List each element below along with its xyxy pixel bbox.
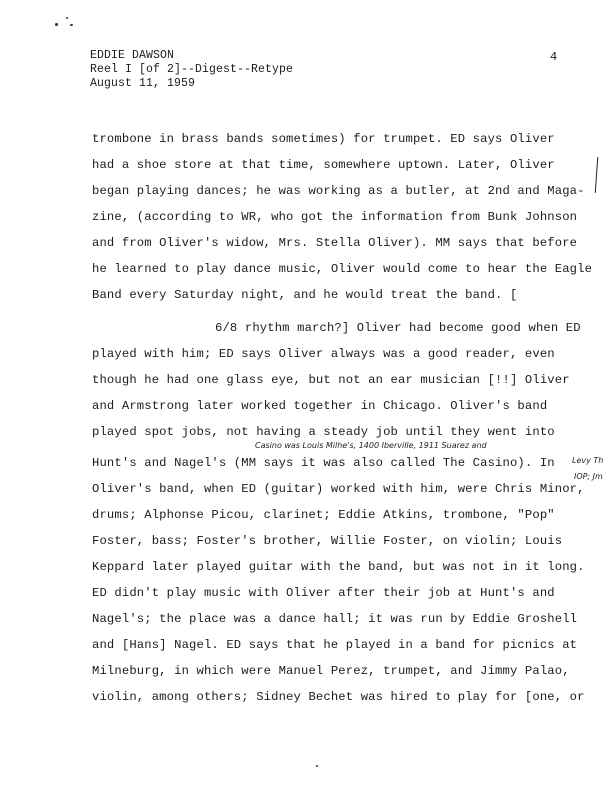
body-line: Band every Saturday night, and he would treat the band. [ bbox=[92, 288, 518, 302]
body-line: ED didn't play music with Oliver after their job at Hunt's and bbox=[92, 586, 555, 600]
body-line: trombone in brass bands sometimes) for trumpet. ED says Oliver bbox=[92, 132, 555, 146]
body-line: Nagel's; the place was a dance hall; it was run by Eddie Groshell bbox=[92, 612, 578, 626]
page-number: 4 bbox=[550, 50, 558, 64]
body-line: Hunt's and Nagel's (MM says it was also called The Casino). In bbox=[92, 456, 555, 470]
body-line: and from Oliver's widow, Mrs. Stella Oliver). MM says that before bbox=[92, 236, 578, 250]
body-line: zine, (according to WR, who got the information from Bunk Johnson bbox=[92, 210, 578, 224]
body-line: played spot jobs, not having a steady job until they went into bbox=[92, 425, 555, 439]
scan-speck bbox=[66, 17, 68, 19]
handwritten-margin-note: Levy Th bbox=[572, 456, 604, 465]
body-line: he learned to play dance music, Oliver would come to hear the Eagle bbox=[92, 262, 593, 276]
body-line: drums; Alphonse Picou, clarinet; Eddie Atkins, trombone, "Pop" bbox=[92, 508, 555, 522]
body-line: played with him; ED says Oliver always was a good reader, even bbox=[92, 347, 555, 361]
body-line: Foster, bass; Foster's brother, Willie Foster, on violin; Louis bbox=[92, 534, 563, 548]
body-line: Keppard later played guitar with the band, but was not in it long. bbox=[92, 560, 585, 574]
body-line: Milneburg, in which were Manuel Perez, trumpet, and Jimmy Palao, bbox=[92, 664, 570, 678]
scan-speck bbox=[55, 23, 58, 26]
body-line: had a shoe store at that time, somewhere uptown. Later, Oliver bbox=[92, 158, 555, 172]
body-line: Oliver's band, when ED (guitar) worked with him, were Chris Minor, bbox=[92, 482, 585, 496]
document-header-name: EDDIE DAWSON bbox=[90, 49, 175, 62]
document-header-date: August 11, 1959 bbox=[90, 77, 196, 90]
document-header-reel: Reel I [of 2]--Digest--Retype bbox=[90, 63, 294, 76]
body-line: violin, among others; Sidney Bechet was hired to play for [one, or bbox=[92, 690, 585, 704]
scan-speck bbox=[316, 765, 318, 767]
margin-bracket-mark bbox=[595, 157, 599, 193]
body-line: though he had one glass eye, but not an ear musician [!!] Oliver bbox=[92, 373, 570, 387]
body-line: began playing dances; he was working as a butler, at 2nd and Maga- bbox=[92, 184, 585, 198]
body-line: 6/8 rhythm march?] Oliver had become good when ED bbox=[215, 321, 581, 335]
body-line: and [Hans] Nagel. ED says that he played in a band for picnics at bbox=[92, 638, 578, 652]
body-line: and Armstrong later worked together in Chicago. Oliver's band bbox=[92, 399, 548, 413]
scan-speck bbox=[70, 24, 73, 26]
handwritten-casino-note: Casino was Louis Milhe's, 1400 Iberville, 1911 Suarez and bbox=[255, 441, 487, 450]
handwritten-margin-note: IOP; Jm bbox=[574, 472, 603, 481]
